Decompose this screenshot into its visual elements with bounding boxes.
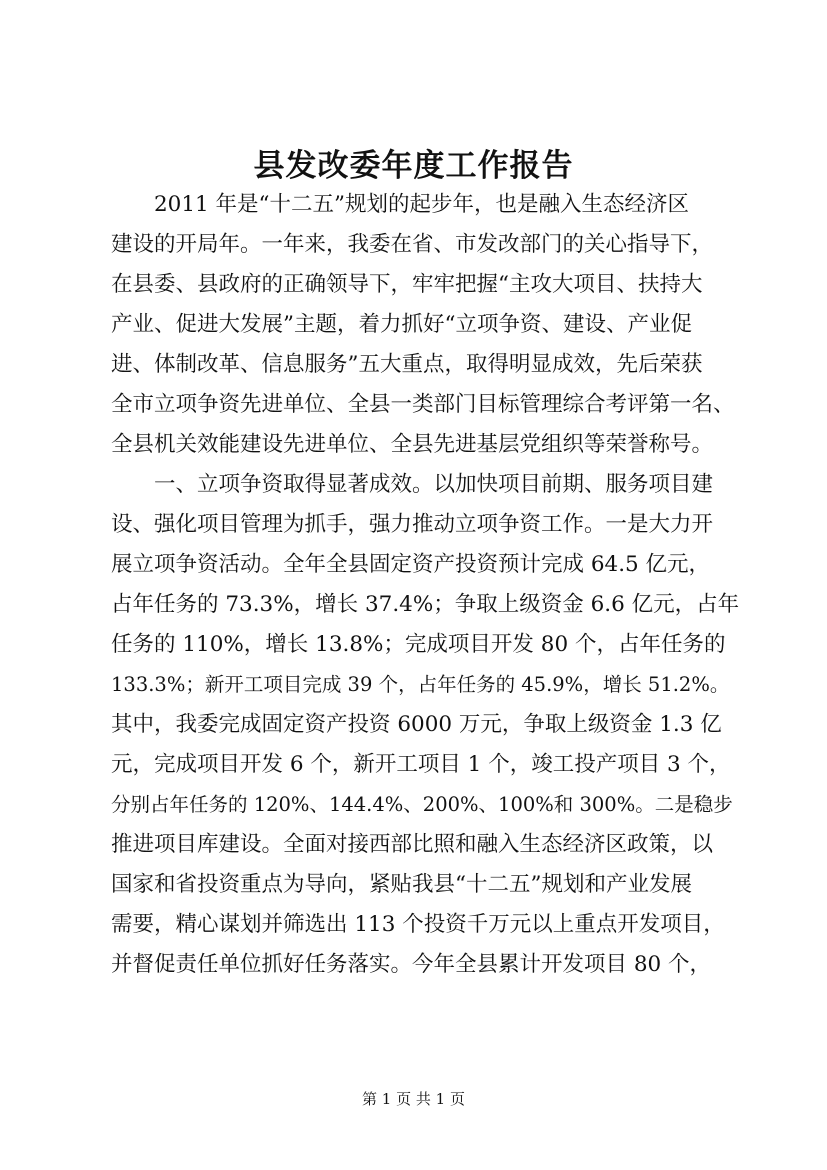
paragraph-line: 国家和省投资重点为导向，紧贴我县“十二五”规划和产业发展	[111, 872, 692, 897]
paragraph-line: 需要，精心谋划并筛选出 113 个投资千万元以上重点开发项目，	[111, 912, 725, 937]
paragraph-line: 设、强化项目管理为抓手，强力推动立项争资工作。一是大力开	[111, 512, 714, 537]
document-title: 县发改委年度工作报告	[253, 148, 574, 184]
paragraph-line: 全市立项争资先进单位、全县一类部门目标管理综合考评第一名、	[111, 392, 735, 417]
paragraph-line: 分别占年任务的 120%、144.4%、200%、100%和 300%。二是稳步	[111, 793, 733, 816]
paragraph-line: 其中，我委完成固定资产投资 6000 万元，争取上级资金 1.3 亿	[111, 712, 722, 737]
page-footer: 第 1 页 共 1 页	[362, 1090, 465, 1108]
paragraph-line: 任务的 110%，增长 13.8%；完成项目开发 80 个，占年任务的	[111, 632, 726, 657]
paragraph-line: 并督促责任单位抓好任务落实。今年全县累计开发项目 80 个，	[111, 952, 712, 977]
paragraph-line: 产业、促进大发展”主题，着力抓好“立项争资、建设、产业促	[111, 312, 692, 337]
document-body	[111, 185, 741, 985]
paragraph-line: 进、体制改革、信息服务”五大重点，取得明显成效，先后荣获	[111, 352, 703, 377]
paragraph-line: 推进项目库建设。全面对接西部比照和融入生态经济区政策，以	[111, 832, 714, 857]
paragraph-line: 在县委、县政府的正确领导下，牢牢把握“主攻大项目、扶持大	[111, 272, 703, 297]
paragraph-line: 133.3%；新开工项目完成 39 个，占年任务的 45.9%，增长 51.2%。	[111, 673, 730, 696]
paragraph-line: 元，完成项目开发 6 个，新开工项目 1 个，竣工投产项目 3 个，	[111, 752, 731, 777]
paragraph-line: 展立项争资活动。全年全县固定资产投资预计完成 64.5 亿元，	[111, 552, 711, 577]
paragraph-line: 占年任务的 73.3%，增长 37.4%；争取上级资金 6.6 亿元，占年	[111, 592, 740, 617]
paragraph-line: 建设的开局年。一年来，我委在省、市发改部门的关心指导下，	[111, 232, 714, 257]
paragraph-line: 全县机关效能建设先进单位、全县先进基层党组织等荣誉称号。	[111, 432, 714, 457]
paragraph-line: 2011 年是“十二五”规划的起步年，也是融入生态经济区	[154, 192, 690, 217]
paragraph-line: 一、立项争资取得显著成效。以加快项目前期、服务项目建	[154, 472, 714, 497]
